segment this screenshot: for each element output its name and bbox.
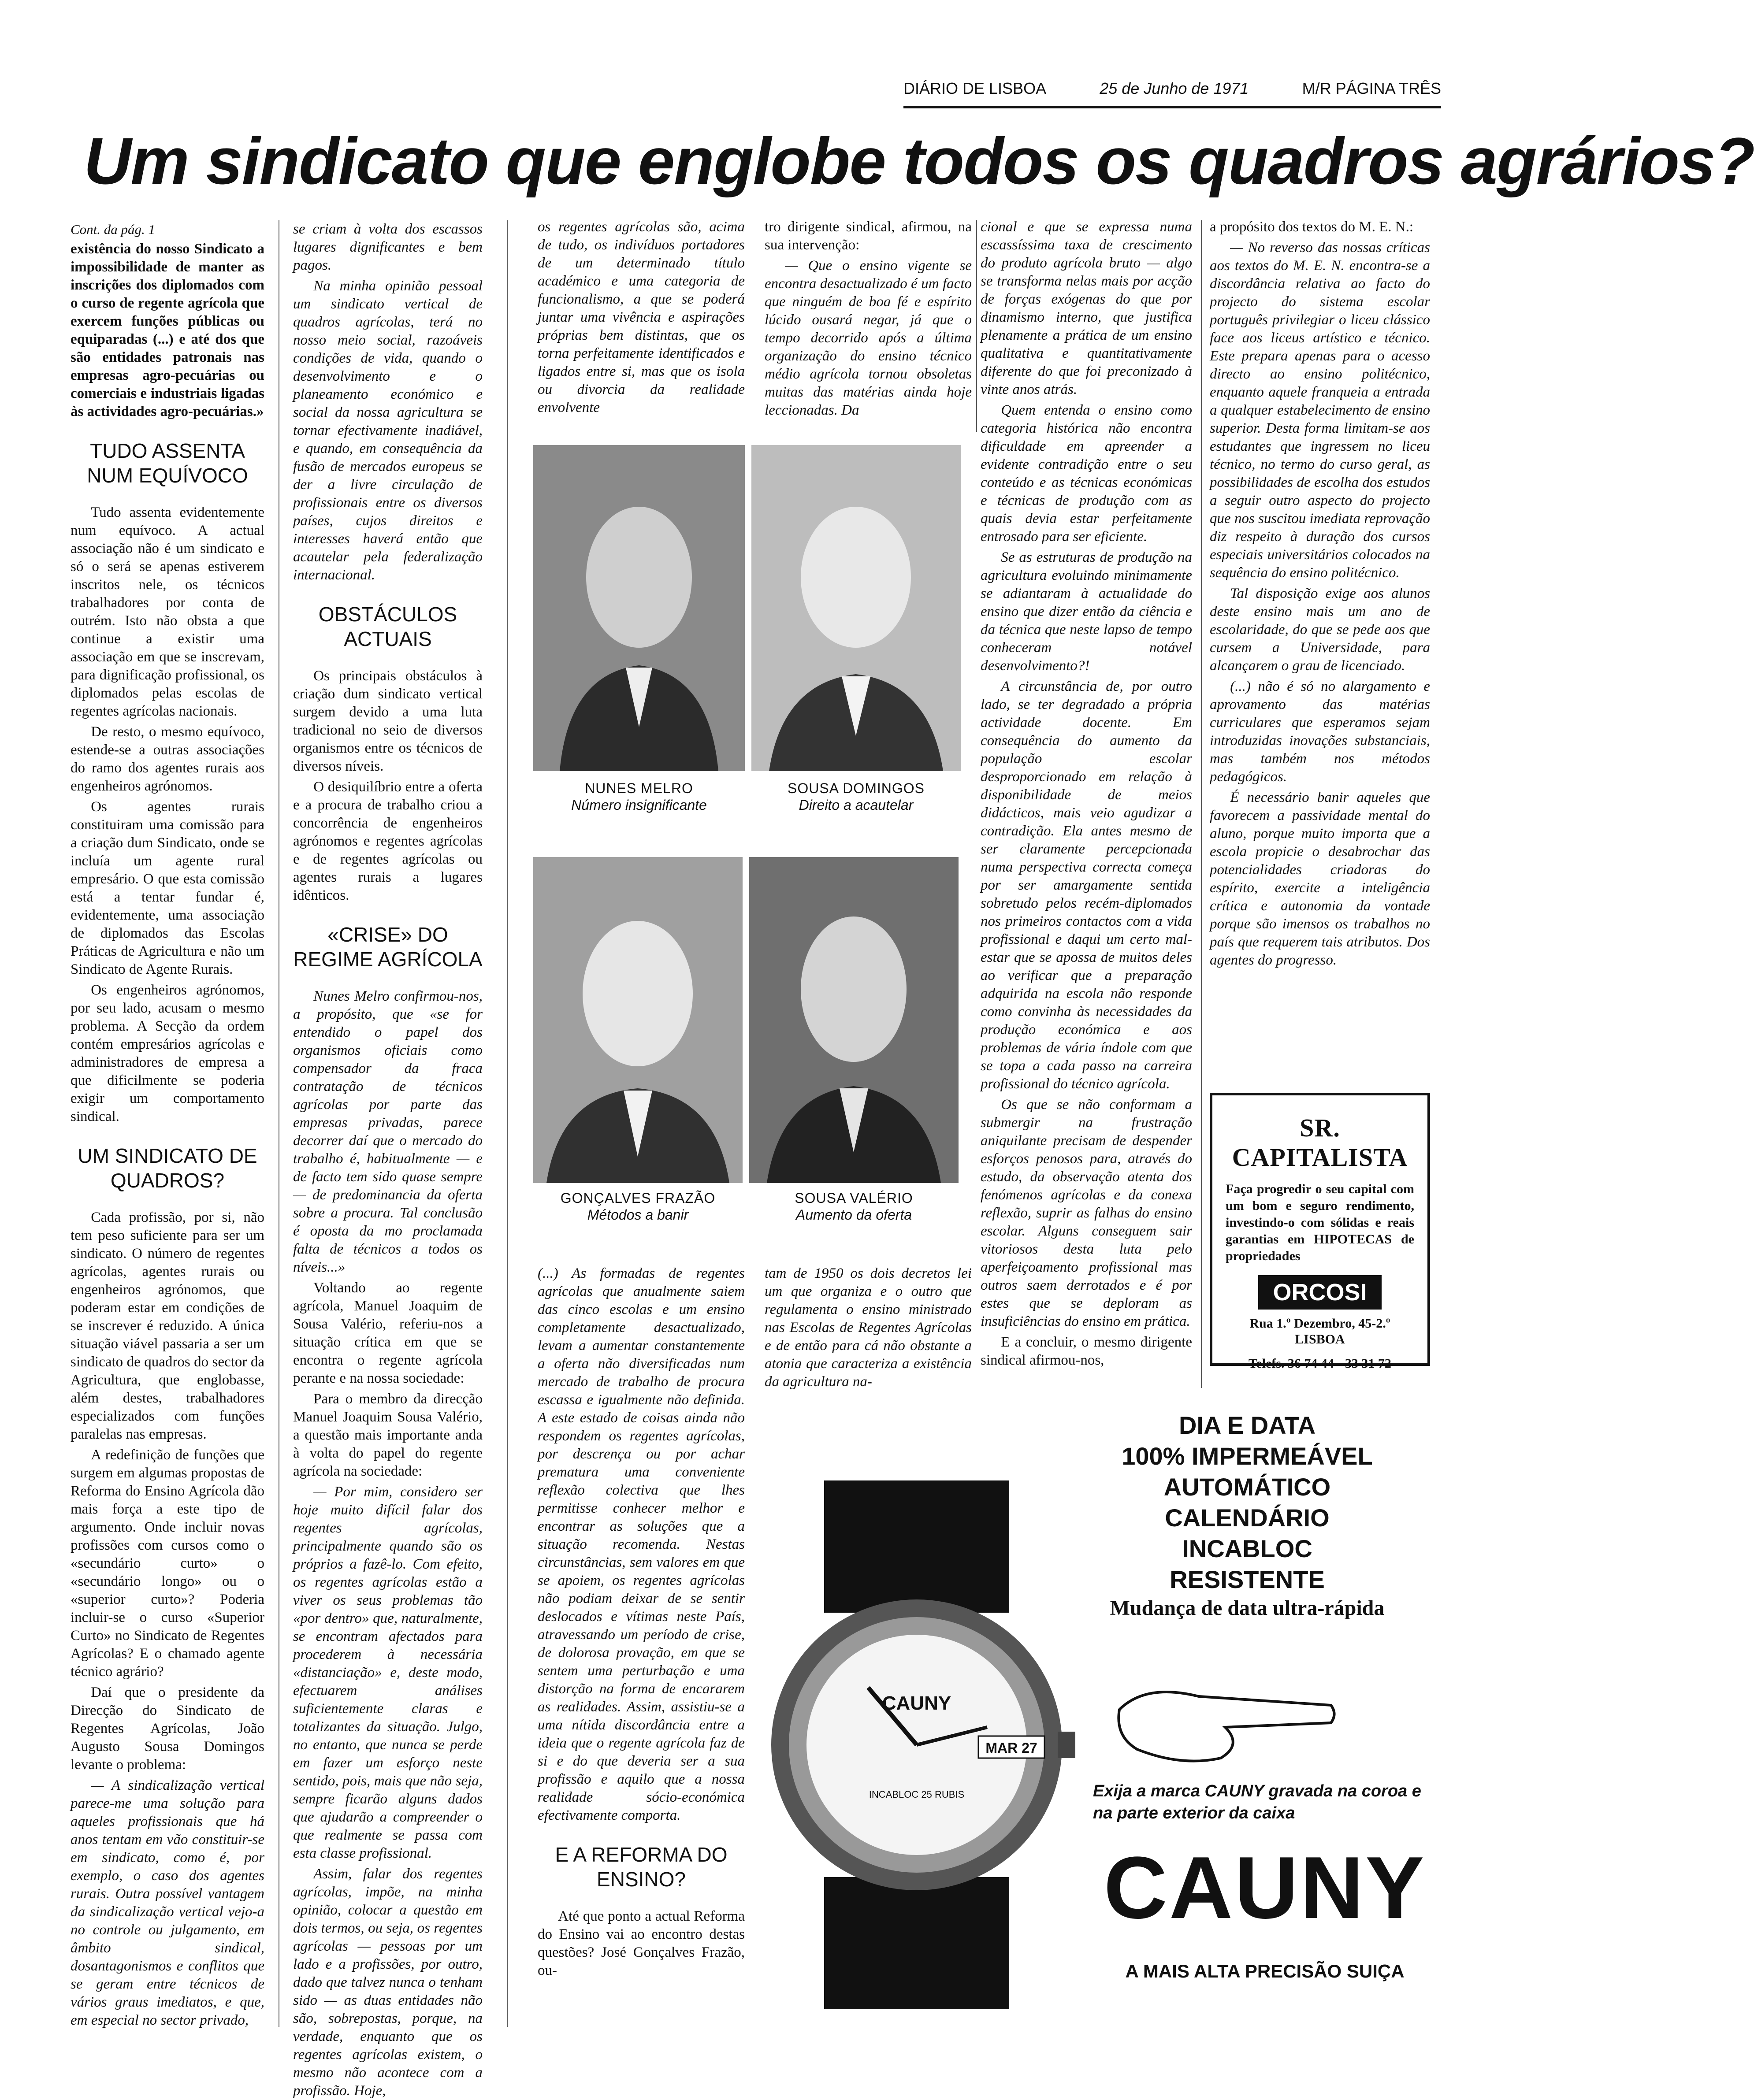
wristwatch-icon [758, 1480, 1075, 2009]
caption-sousa-domingos [751, 780, 961, 813]
col1-paragraph: De resto, o mesmo equívoco, estende-se a outras associações do ramo dos agentes rurais aos engenheiros agrónomos. [71, 724, 264, 794]
col2-paragraph: — Por mim, considero ser hoje muito difícil falar dos regentes agrícolas, principalmente quando são os próprios a fazê-lo. Com efeito, os regentes agrícolas estão a viver os seus problemas tão «por dentro» que, naturalmente, se encontram afectados para procederem à necessária «distanciação» e, deste modo, efectuarem análises suficientemente claras e totalizantes da situação. Julgo, no entanto, que nunca se perde em fazer um esforço neste sentido, pois, mais que não seja, sempre ficarão alguns dados que ajudarão a compreender o que realmente se passa com esta classe profissional. [293, 1484, 483, 1861]
portrait-icon [751, 445, 961, 771]
col6-paragraph: (...) não é só no alargamento e aprovamento das matérias curriculares que esperamos sejam introduzidas inovações substanciais, mas também nos métodos pedagógicos. [1210, 679, 1430, 785]
col2-paragraph: O desiquilíbrio entre a oferta e a procura de trabalho criou a concorrência de engenheiros agrónomos e regentes agrícolas e de regentes agrícolas ou agentes rurais a lugares idênticos. [293, 779, 483, 903]
col2-paragraph: Na minha opinião pessoal um sindicato vertical de quadros agrícolas, terá no nosso meio social, razoáveis condições de vida, quando o desenvolvimento e o planeamento económico e social da nossa agricultura se tornar efectivamente inadiável, e quando, em consequência da fusão de mercados europeus se der a livre circulação de profissionais entre os diversos países, cujos direitos e interesses haverá então que acautelar pela federalização internacional. [293, 278, 483, 583]
col1-paragraph: Os agentes rurais constituiram uma comissão para a criação dum Sindicato, onde se incluía um agente rural empresário. O que esta comissão está a tentar fundar é, evidentemente, uma associação de diplomados das Escolas Práticas de Agricultura e não um Sindicato de Agente Rurais. [71, 799, 264, 977]
col5-paragraph: Os que se não conformam a submergir na frustração aniquilante precisam de despender esforços penosos para, através do estudo, da observação atenta dos fenómenos agrícolas e da conexa reflexão, suprir as falhas do ensino escolar. Alguns conseguem sair vitoriosos desta luta pelo aperfeiçoamento profissional mas outros saem derrotados e é por estes que se deploram as insuficiências do ensino em prática. [981, 1097, 1192, 1329]
ad-cauny-line: AUTOMÁTICO [1163, 1473, 1331, 1501]
caption-name: SOUSA DOMINGOS [788, 780, 925, 796]
col1-paragraph: Os engenheiros agrónomos, por seu lado, acusam o mesmo problema. A Secção da ordem contém empresários agrícolas e administradores de empresa a que dificilmente se poderia exigir um comportamento sindical. [71, 982, 264, 1124]
column-divider [1201, 220, 1202, 1388]
watch-dial-date: MAR 27 [985, 1740, 1037, 1756]
caption-subtitle: Número insignificante [571, 797, 707, 813]
portrait-icon [533, 857, 743, 1183]
caption-name: SOUSA VALÉRIO [795, 1190, 913, 1206]
col6-paragraph: É necessário banir aqueles que favorecem a passividade mental do aluno, porque muito importa que a escola propicie o desabrochar das potencialidades criadoras do espírito, exercite a inteligência crítica e autonomia da vontade porque são imensos os trabalhos no país que requerem tais atributos. Dos agentes do progresso. [1210, 790, 1430, 968]
ad-capitalista-phones: Telefs. 36 74 44 - 33 31 72 [1249, 1356, 1391, 1371]
masthead-paper: DIÁRIO DE LISBOA [903, 79, 1047, 97]
caption-goncalves-frazao [533, 1190, 743, 1223]
ad-capitalista-address: Rua 1.º Dezembro, 45-2.º LISBOA [1249, 1316, 1390, 1347]
photo-sousa-valerio [749, 857, 959, 1183]
col4-paragraph: — Que o ensino vigente se encontra desactualizado é um facto que ninguém de boa fé e espírito lúcido ousará negar, já que o tempo decorrido após a última organização do ensino técnico médio agrícola tornou obsoletas muitas das matérias ainda hoje leccionadas. Da [765, 258, 972, 418]
col4-paragraph: tro dirigente sindical, afirmou, na sua intervenção: [765, 219, 972, 253]
col2-paragraph: Assim, falar dos regentes agrícolas, impõe, na minha opinião, colocar a questão em dois termos, ou seja, os regentes agrícolas — pessoas por um lado e a profissões, por outro, dado que talvez nunca o tenham sido — as duas entidades não são, sobrepostas, porque, na verdade, enquanto que os regentes agrícolas existem, o mesmo não acontece com a profissão. Hoje, [293, 1866, 483, 2099]
column-3-top [538, 218, 745, 438]
subheading: UM SINDICATO DE QUADROS? [78, 1144, 257, 1192]
column-3-lower [538, 1265, 745, 2049]
ad-cauny-line: INCABLOC [1182, 1535, 1312, 1562]
caption-sousa-valerio [749, 1190, 959, 1223]
col5-paragraph: Quem entenda o ensino como categoria histórica não encontra dificuldade em apreender a evidente contradição entre o seu conteúdo e as técnicas económicas e técnicas de produção com as quais devia estar perfeitamente entrosado para ser eficiente. [981, 402, 1192, 545]
col1-paragraph: Tudo assenta evidentemente num equívoco. A actual associação não é um sindicato e só o será se apenas estiverem inscritos nele, os técnicos trabalhadores por conta de outrém. Isto não obsta a que continue a existir uma associação em que se inscrevam, para dignificação profissional, os diplomados pelas escolas de regentes agrícolas nacionais. [71, 505, 264, 719]
subheading: OBSTÁCULOS ACTUAIS [318, 603, 457, 650]
col5-paragraph: Se as estruturas de produção na agricultura evoluindo minimamente se adiantaram à actualidade do ensino que dizer então da ciência e da técnica que neste lapso de tempo conheceram notável desenvolvimento?! [981, 549, 1192, 674]
ad-cauny-brand: CAUNY [1104, 1839, 1426, 1937]
photo-sousa-domingos [751, 445, 961, 771]
caption-nunes-melro [533, 780, 745, 813]
col2-paragraph: Para o membro da direcção Manuel Joaquim Sousa Valério, a questão mais importante anda à volta do papel do regente agrícola na sociedade: [293, 1391, 483, 1479]
col6-paragraph: — No reverso das nossas críticas aos textos do M. E. N. encontra-se a discordância relativa ao facto do projecto do sistema escolar português privilegiar o liceu clássico face aos liceus artístico e técnico. Este prepara apenas para o acesso directo ao ensino politécnico, enquanto aquele franqueia a entrada a qualquer estabelecimento de ensino superior. Desta forma limitam-se aos estudantes que ingressem no liceu técnico, no termo do curso geral, as possibilidades de escolha dos estudos a seguir outro aspecto do projecto que nos suscitou imediata reprovação diz respeito à duração dos cursos especiais universitários colocados na sequência do ensino politécnico. [1210, 240, 1430, 581]
photo-nunes-melro [533, 445, 745, 771]
col2-paragraph: Nunes Melro confirmou-nos, a propósito, que «se for entendido o papel dos organismos oficiais como compensador da fraca contratação de técnicos agrícolas por parte das empresas privadas, parece decorrer daí que o mercado do trabalho é, habitualmente — e de facto tem sido quase sempre — de predominancia da oferta sobre a procura. Tal conclusão é oposta da mo proclamada falta de técnicos a todos os níveis...» [293, 988, 483, 1275]
caption-subtitle: Métodos a banir [587, 1207, 689, 1223]
column-divider [976, 220, 977, 432]
ad-cauny-claims [1067, 1410, 1428, 1621]
column-4-top [765, 218, 972, 438]
ad-capitalista [1210, 1093, 1430, 1371]
ad-cauny-line: RESISTENTE [1170, 1566, 1325, 1593]
col1-paragraph: Daí que o presidente da Direcção do Sindicato de Regentes Agrícolas, João Augusto Sousa Domingos levante o problema: [71, 1684, 264, 1773]
masthead-page: M/R PÁGINA TRÊS [1302, 79, 1441, 97]
column-4-lower [765, 1265, 972, 1406]
ad-capitalista-body: Faça progredir o seu capital com um bom e seguro rendimento, investindo-o com sólidas e reais garantias em HIPOTECAS de propriedades [1226, 1182, 1414, 1263]
column-1 [71, 220, 264, 2049]
subheading: «CRISE» DO REGIME AGRÍCOLA [293, 923, 483, 971]
ad-cauny-line: Mudança de data ultra-rápida [1110, 1596, 1385, 1620]
masthead [903, 79, 1441, 106]
photo-goncalves-frazao [533, 857, 743, 1183]
col3-paragraph: Até que ponto a actual Reforma do Ensino vai ao encontro destas questões? José Gonçalves Frazão, ou- [538, 1908, 745, 1978]
ad-capitalista-logo: ORCOSI [1258, 1275, 1382, 1310]
col4-paragraph: tam de 1950 os dois decretos lei um que organiza e o outro que regulamenta o ensino ministrado nas Escolas de Regentes Agrícolas e de então para cá não obstante a atonia que caracteriza a existência da agricultura na- [765, 1265, 972, 1390]
col6-paragraph: a propósito dos textos do M. E. N.: [1210, 219, 1413, 235]
col5-paragraph: A circunstância de, por outro lado, se ter degradado a própria actividade docente. Em consequência do aumento da população escolar desproporcionado em relação à disponibilidade de meios didácticos, mais veio agudizar a contradição. Ela antes mesmo de ser claramente percepcionada numa perspectiva correcta começa por ser amargamente sentida sobretudo pelos recém-diplomados nos primeiros contactos com a vida profissional e daqui um certo mal-estar que se apossa de muitos deles ao verificar que a preparação adquirida na escola não responde como convinha às necessidades da produção económica e aos problemas de vária índole com que se topa a cada passo na carreira profissional do técnico agrícola. [981, 679, 1192, 1092]
watch-dial-subtext: INCABLOC 25 RUBIS [869, 1789, 965, 1800]
ad-cauny-line: DIA E DATA [1178, 1411, 1316, 1439]
col5-paragraph: E a concluir, o mesmo dirigente sindical afirmou-nos, [981, 1334, 1192, 1368]
headline: Um sindicato que englobe todos os quadros agrários? [84, 124, 1754, 198]
col2-paragraph: se criam à volta dos escassos lugares dignificantes e bem pagos. [293, 221, 483, 273]
ad-cauny-line: 100% IMPERMEÁVEL [1122, 1442, 1373, 1470]
portrait-icon [533, 445, 745, 771]
subheading: E A REFORMA DO ENSINO? [555, 1843, 728, 1891]
col1-paragraph: — A sindicalização vertical parece-me uma solução para aqueles profissionais que há anos tentam em vão constituir-se em sindicato, como é, por exemplo, o caso dos agentes rurais. Outra possível vantagem da sindicalização vertical vejo-a no controle ou julgamento, em âmbito sindical, dosantagonismos e conflitos que se geram entre técnicos de vários graus imediatos, e que, em especial no sector privado, [71, 1777, 264, 2028]
col3-paragraph: (...) As formadas de regentes agrícolas que anualmente saiem das cinco escolas e um ensino completamente desactualizado, levam a aumentar constantemente a oferta não diversificadas num mercado de trabalho de procura escassa e igualmente não definida. A este estado de coisas ainda não respondem os regentes agrícolas, por descrença ou por achar prematura uma conveniente reflexão colectiva que lhes permitisse conhecer melhor e encontrar as soluções que a situação recomenda. Nestas circunstâncias, sem valores em que se apoiem, os regentes agrícolas não podiam deixar de se sentir deslocados e vítimas neste País, atravessando um período de crise, de dolorosa provação, em que se sentem uma perturbação e uma distorção na forma de encararem as realidades. Assim, assistiu-se a uma nítida discordância entre a ideia que o regente agrícola faz de si e do que deveria ser a sua profissão e aquilo que a nossa realidade sócio-económica efectivamente comporta. [538, 1265, 745, 1823]
column-2 [293, 220, 483, 2099]
column-divider [507, 220, 508, 2027]
portrait-icon [749, 857, 959, 1183]
column-5 [981, 218, 1192, 1406]
caption-subtitle: Direito a acautelar [799, 797, 914, 813]
col2-paragraph: Voltando ao regente agrícola, Manuel Joaquim de Sousa Valério, referiu-nos a situação crítica em que se encontra o regente agrícola perante e na nossa sociedade: [293, 1280, 483, 1386]
column-6 [1210, 218, 1430, 1077]
ad-cauny-exija: Exija a marca CAUNY gravada na coroa e na parte exterior da caixa [1093, 1782, 1421, 1822]
caption-subtitle: Aumento da oferta [795, 1207, 912, 1223]
col1-paragraph: existência do nosso Sindicato a impossibilidade de manter as inscrições dos diplomados com o curso de regente agrícola que exercem funções públicas ou equiparadas (...) e até dos que são entidades patronais nas empresas agro-pecuárias ou comerciais e industriais ligadas às actividades agro-pecuárias.» [71, 241, 264, 419]
continuation-note: Cont. da pág. 1 [71, 222, 156, 237]
pointing-hand-icon [1111, 1657, 1340, 1771]
caption-name: NUNES MELRO [585, 780, 693, 796]
col2-paragraph: Os principais obstáculos à criação dum sindicato vertical surgem devido a uma luta tradicional no seio de diversos organismos entre os técnicos de diversos níveis. [293, 668, 483, 774]
col3-paragraph: os regentes agrícolas são, acima de tudo, os indivíduos portadores de um determinado título académico e uma categoria de funcionalismo, a que se poderá juntar uma vivência e aspirações próprias bem distintas, que os torna perfeitamente identificados e ligados entre si, mas que os isola ou divorcia da realidade envolvente [538, 219, 745, 416]
masthead-date: 25 de Junho de 1971 [1100, 79, 1249, 97]
col1-paragraph: A redefinição de funções que surgem em algumas propostas de Reforma do Ensino Agrícola dão mais força a este tipo de argumento. Onde incluir novas profissões com cursos como o «secundário curto» o «secundário longo» ou o «superior curto»? Poderia incluir-se o curso «Superior Curto» no Sindicato de Regentes Agrícolas? E o chamado agente técnico agrário? [71, 1447, 264, 1680]
watch-dial-brand: CAUNY [882, 1692, 951, 1714]
col6-paragraph: Tal disposição exige aos alunos deste ensino mais um ano de escolaridade, do que se pede aos que cursem a Universidade, para alcançarem o grau de licenciado. [1210, 586, 1430, 674]
col1-paragraph: Cada profissão, por si, não tem peso suficiente para ser um sindicato. O número de regentes agrícolas, agentes rurais ou engenheiros agrónomos, que poderam estar em condições de se inscrever é reduzido. A única situação viável passaria a ser um sindicato de quadros do sector da Agricultura, que englobasse, além destes, trabalhadores especializados com funções paralelas nas empresas. [71, 1210, 264, 1442]
caption-name: GONÇALVES FRAZÃO [560, 1190, 716, 1206]
ad-cauny [758, 1410, 1432, 2018]
subheading: TUDO ASSENTA NUM EQUÍVOCO [87, 439, 248, 487]
ad-cauny-line: CALENDÁRIO [1165, 1504, 1330, 1532]
ad-capitalista-title: SR. CAPITALISTA [1232, 1113, 1408, 1172]
masthead-rule [903, 106, 1441, 108]
col5-paragraph: cional e que se expressa numa escassíssima taxa de crescimento do produto agrícola bruto — algo se transforma nelas mais por acção de forças exógenas do que por dinamismo interno, que justifica plenamente a prática de um ensino qualitativa e quantitativamente diferente do que foi preconizado à vinte anos atrás. [981, 219, 1192, 397]
ad-cauny-tagline: A MAIS ALTA PRECISÃO SUIÇA [1125, 1961, 1405, 1981]
